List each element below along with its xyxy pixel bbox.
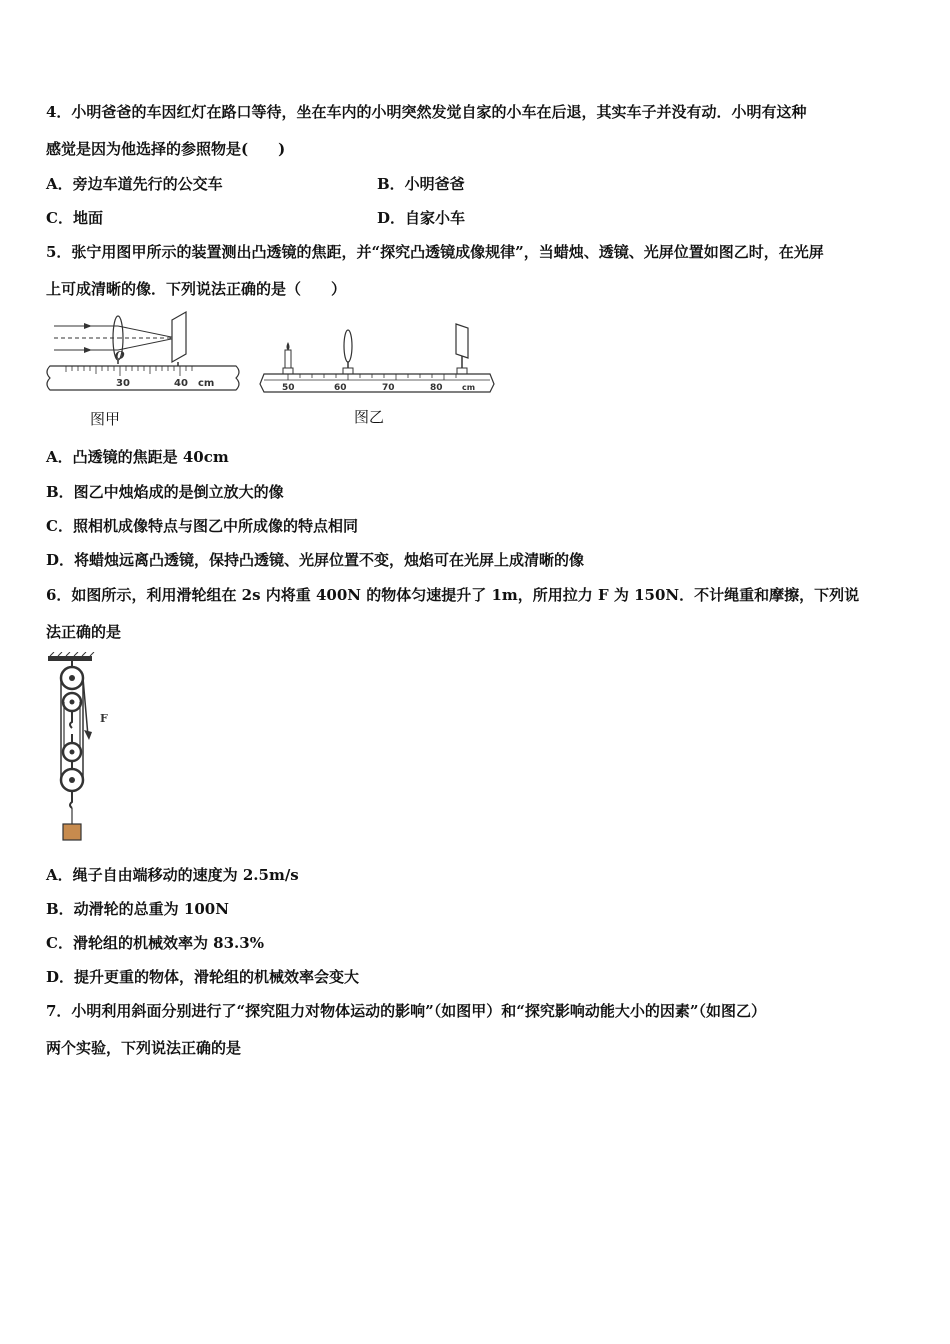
figure-yi-tick-50: 50 [282,383,295,393]
q4-option-a: A．旁边车道先行的公交车 [46,175,223,193]
figure-yi-caption: 图乙 [354,408,385,426]
q6-option-c: C．滑轮组的机械效率为 83.3% [46,934,264,952]
figure-jia-focal-length [46,310,246,400]
q6-option-d: D．提升更重的物体，滑轮组的机械效率会变大 [46,968,360,986]
figure-jia-tick-40: 40 [174,378,188,389]
q4-option-c: C．地面 [46,209,103,227]
q6-option-b: B．动滑轮的总重为 100N [46,900,229,918]
q5-option-b: B．图乙中烛焰成的是倒立放大的像 [46,483,284,501]
q4-stem-line1: 4．小明爸爸的车因红灯在路口等待，坐在车内的小明突然发觉自家的小车在后退，其实车子并没有动．小明有这种 [46,103,807,121]
q6-stem-line1: 6．如图所示，利用滑轮组在 2s 内将重 400N 的物体匀速提升了 1m，所用拉力 F 为 150N．不计绳重和摩擦，下列说 [46,586,860,604]
q7-stem-line1: 7．小明利用斜面分别进行了“探究阻力对物体运动的影响”（如图甲）和“探究影响动能大小的因素”（如图乙） [46,1002,766,1020]
figure-yi-tick-80: 80 [430,383,443,393]
figure-yi-tick-60: 60 [334,383,347,393]
figure-jia-tick-30: 30 [116,378,130,389]
figure-jia-caption: 图甲 [90,410,121,428]
q4-stem-line2: 感觉是因为他选择的参照物是( ) [46,140,286,158]
figure-jia-tick-unit: cm [198,378,215,389]
q4-option-b: B．小明爸爸 [377,175,465,193]
figure-pulley-force-label: F [100,712,108,725]
figure-jia-lens-label: O [115,349,125,362]
figure-yi-optical-bench [258,318,498,398]
q6-option-a: A．绳子自由端移动的速度为 2.5m/s [46,866,299,884]
q4-option-d: D．自家小车 [377,209,466,227]
q6-stem-line2: 法正确的是 [46,623,122,641]
figure-pulley-system [44,652,124,844]
figure-yi-tick-70: 70 [382,383,395,393]
q5-option-a: A．凸透镜的焦距是 40cm [46,448,229,466]
q5-option-d: D．将蜡烛远离凸透镜，保持凸透镜、光屏位置不变，烛焰可在光屏上成清晰的像 [46,551,585,569]
q5-stem-line2: 上可成清晰的像．下列说法正确的是（ ） [46,280,347,298]
q5-option-c: C．照相机成像特点与图乙中所成像的特点相同 [46,517,358,535]
q7-stem-line2: 两个实验，下列说法正确的是 [46,1039,242,1057]
figure-yi-tick-unit: cm [462,383,476,392]
q5-stem-line1: 5．张宁用图甲所示的装置测出凸透镜的焦距，并“探究凸透镜成像规律”，当蜡烛、透镜、光屏位置如图乙时，在光屏 [46,243,824,261]
